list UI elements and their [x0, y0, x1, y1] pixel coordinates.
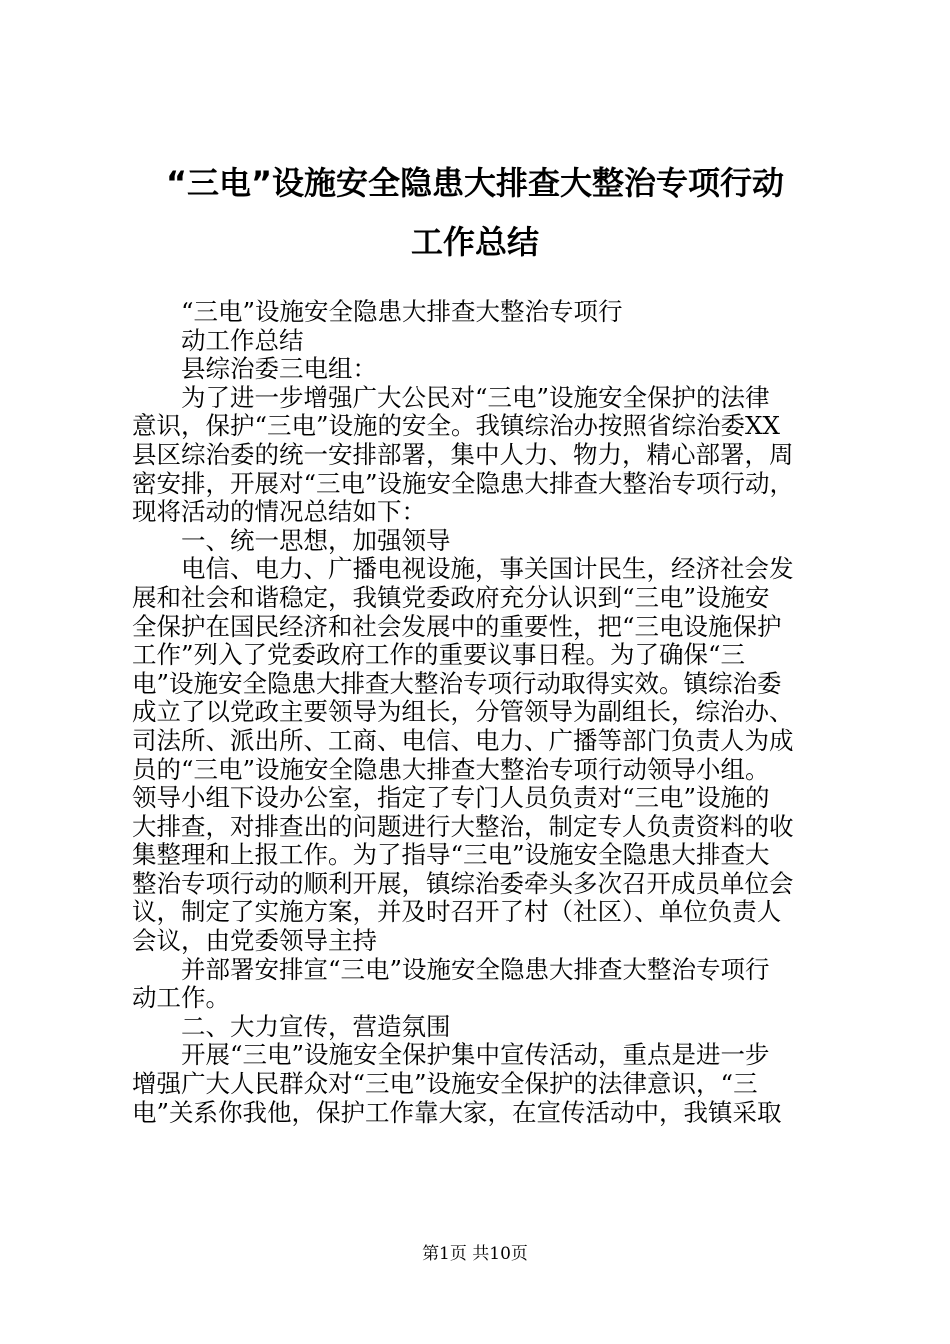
page-footer: 第1页 共10页: [422, 1244, 528, 1264]
body-text-line: 一、统一思想，加强领导: [181, 525, 451, 555]
body-text-line: 二、大力宣传，营造氛围: [181, 1011, 451, 1041]
body-text-line: 动工作总结: [181, 325, 304, 355]
document-title-line-1: “三电”设施安全隐患大排查大整治专项行动: [165, 164, 785, 202]
document-body: [132, 298, 832, 1127]
body-text-line: 大排查，对排查出的问题进行大整治，制定专人负责资料的收: [132, 811, 794, 841]
body-text-line: 动工作。: [132, 983, 230, 1013]
body-text-line: 为了进一步增强广大公民对“三电”设施安全保护的法律: [181, 382, 770, 412]
body-text-line: 员的“三电”设施安全隐患大排查大整治专项行动领导小组。: [132, 754, 770, 784]
body-text-line: 集整理和上报工作。为了指导“三电”设施安全隐患大排查大: [132, 840, 770, 870]
body-text-line: 意识，保护“三电”设施的安全。我镇综治办按照省综治委XX: [132, 411, 780, 441]
body-text-line: 增强广大人民群众对“三电”设施安全保护的法律意识，“三: [132, 1069, 758, 1099]
body-text-line: 领导小组下设办公室，指定了专门人员负责对“三电”设施的: [132, 783, 770, 813]
body-text-line: 现将活动的情况总结如下：: [132, 497, 426, 527]
body-text-line: 县区综治委的统一安排部署，集中人力、物力，精心部署，周: [132, 439, 794, 469]
body-text-line: 整治专项行动的顺利开展，镇综治委牵头多次召开成员单位会: [132, 868, 794, 898]
body-text-line: 会议，由党委领导主持: [132, 926, 377, 956]
body-text-line: 全保护在国民经济和社会发展中的重要性，把“三电设施保护: [132, 611, 782, 641]
body-text-line: 密安排，开展对“三电”设施安全隐患大排查大整治专项行动，: [132, 468, 795, 498]
body-text-line: 司法所、派出所、工商、电信、电力、广播等部门负责人为成: [132, 725, 794, 755]
document-title-line-2: 工作总结: [410, 223, 539, 261]
body-text-line: “三电”设施安全隐患大排查大整治专项行: [181, 297, 623, 326]
body-text-line: 展和社会和谐稳定，我镇党委政府充分认识到“三电”设施安: [132, 582, 770, 612]
body-text-line: 并部署安排宣“三电”设施安全隐患大排查大整治专项行: [181, 954, 770, 984]
body-text-line: 议，制定了实施方案，并及时召开了村（社区）、单位负责人: [132, 897, 782, 927]
body-text-line: 县综治委三电组：: [181, 354, 377, 384]
body-text-line: 电”关系你我他，保护工作靠大家，在宣传活动中，我镇采取: [132, 1097, 782, 1127]
body-text-line: 电”设施安全隐患大排查大整治专项行动取得实效。镇综治委: [132, 668, 782, 698]
body-text-line: 成立了以党政主要领导为组长，分管领导为副组长，综治办、: [132, 697, 794, 727]
body-text-line: 开展“三电”设施安全保护集中宣传活动，重点是进一步: [181, 1040, 770, 1070]
body-text-line: 工作”列入了党委政府工作的重要议事日程。为了确保“三: [132, 640, 746, 670]
body-text-line: 电信、电力、广播电视设施，事关国计民生，经济社会发: [181, 554, 794, 584]
